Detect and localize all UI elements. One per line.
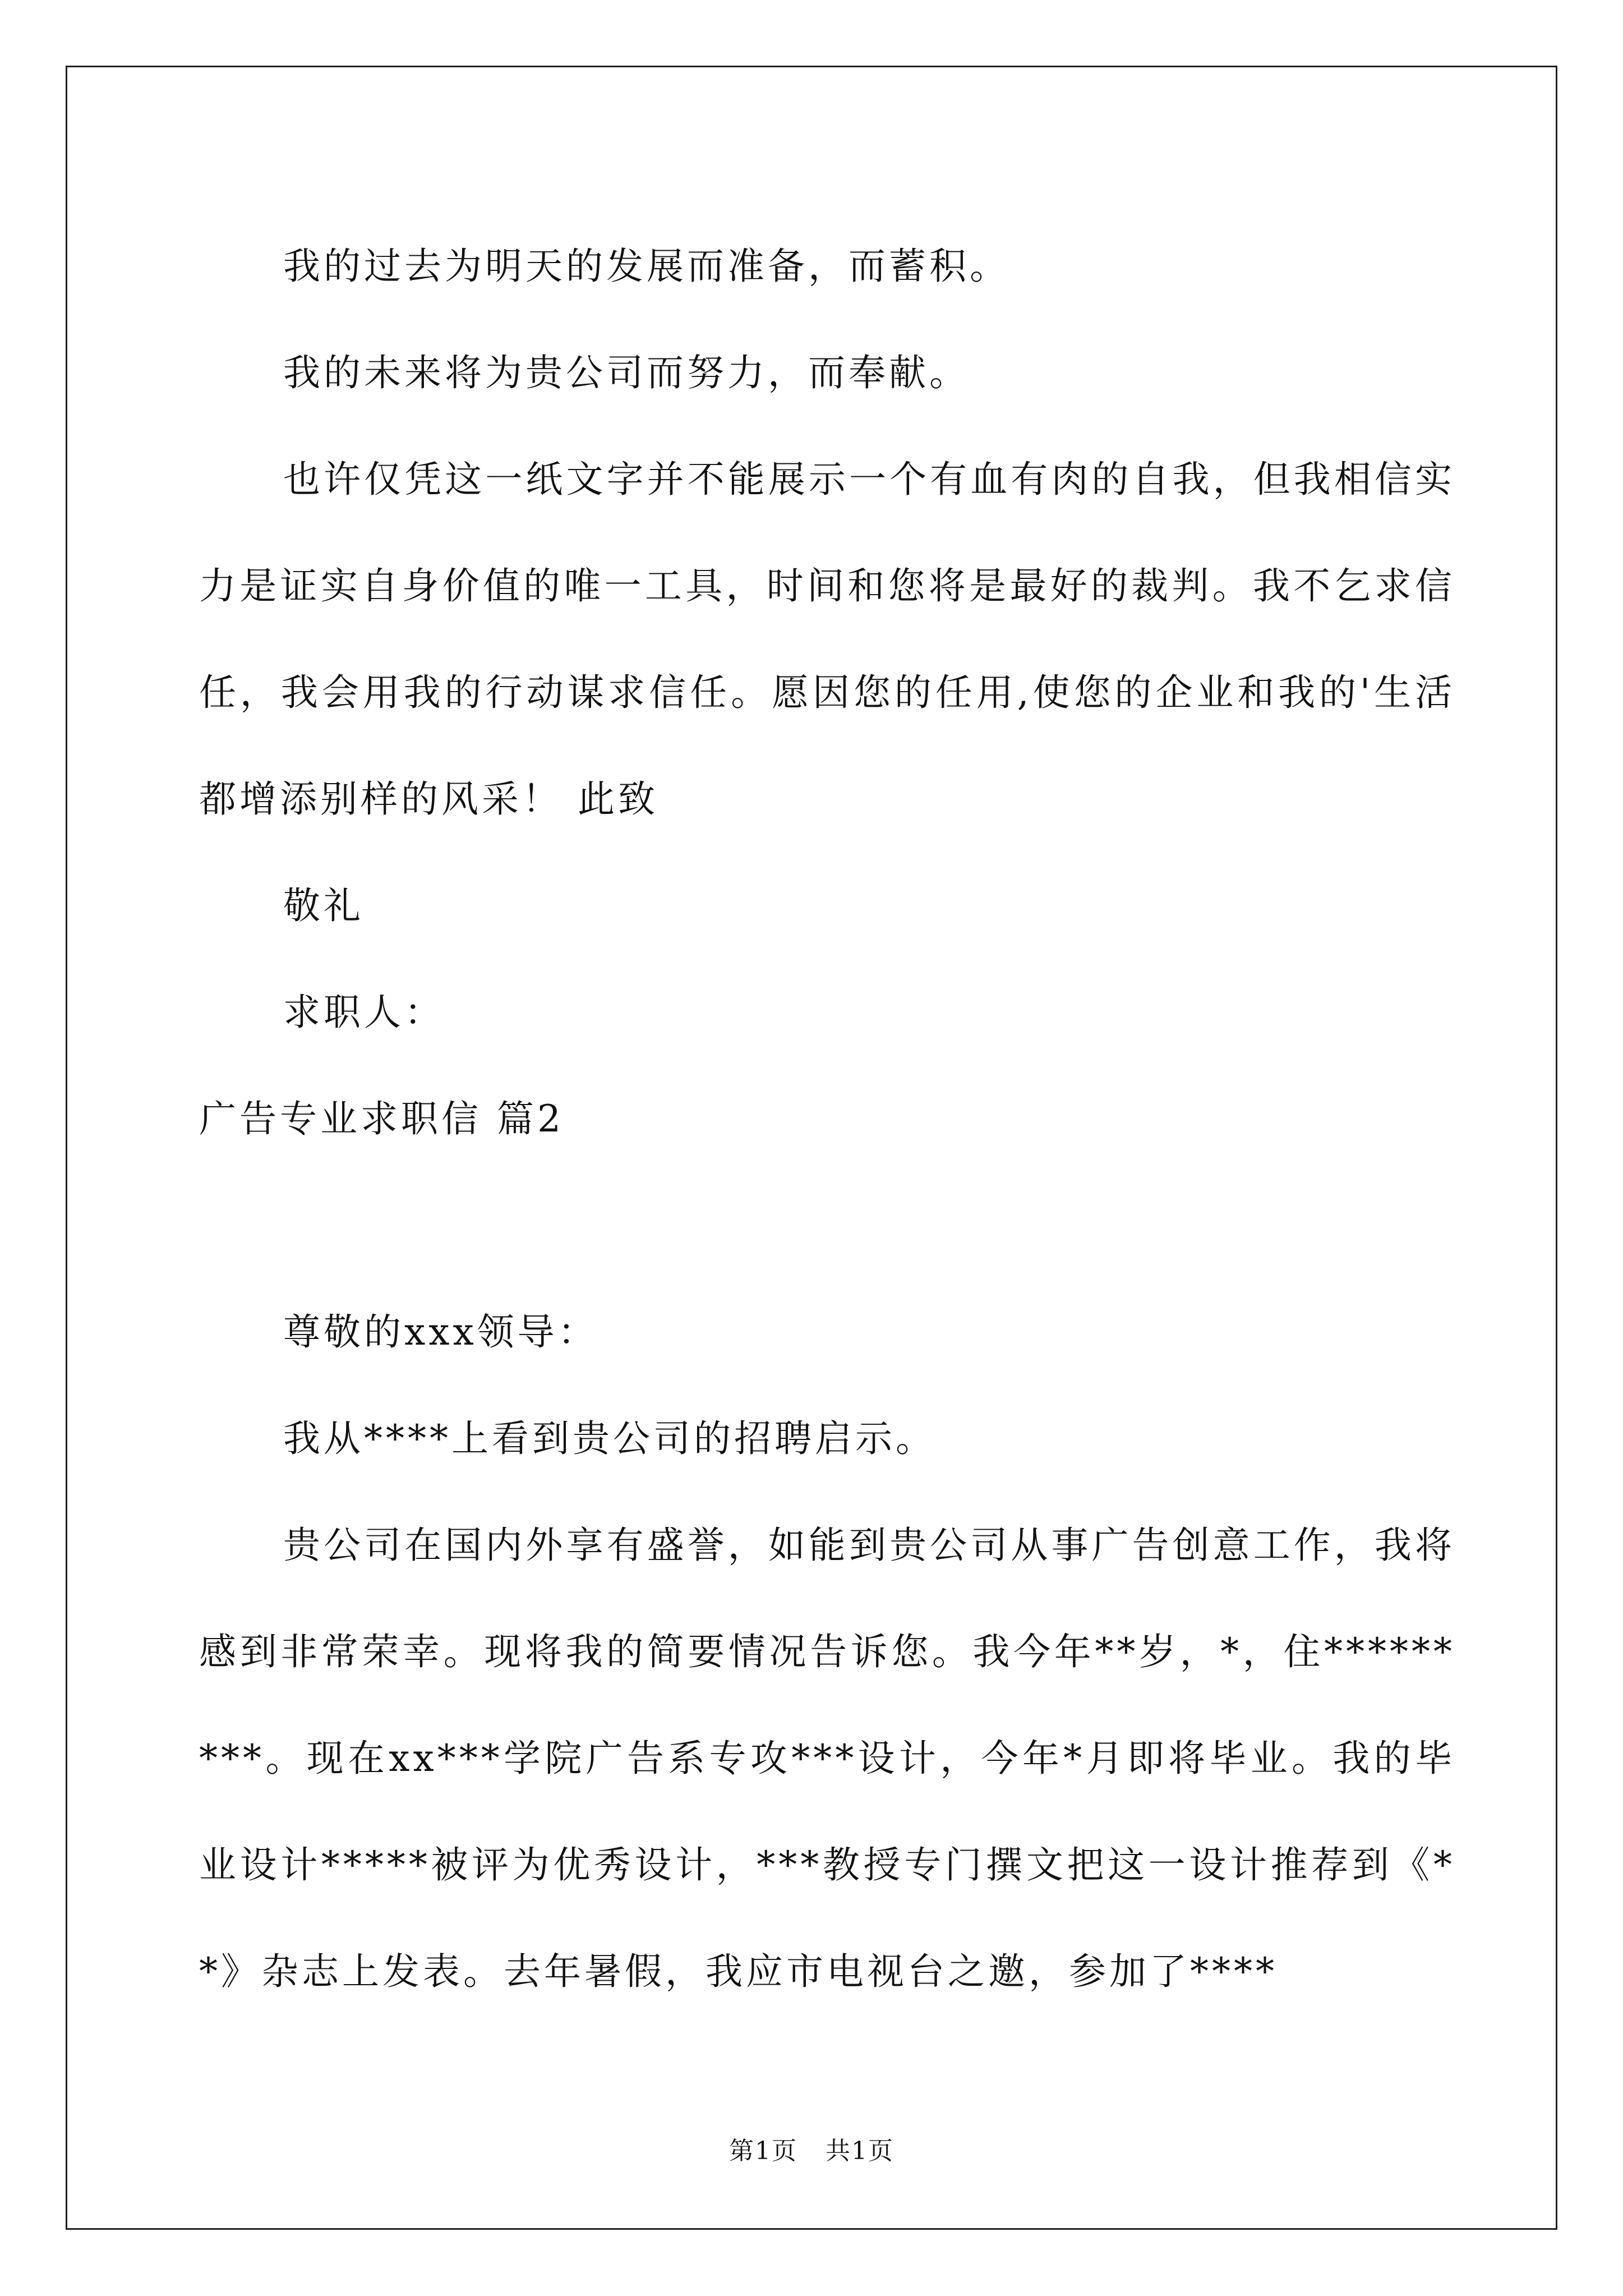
paragraph: 贵公司在国内外享有盛誉，如能到贵公司从事广告创意工作，我将感到非常荣幸。现将我的简要情况告诉您。我今年**岁，*，住*********。现在xx***学院广告系专攻***设计，今年*月即将毕业。我的毕业设计*****被评为优秀设计，***教授专门撰文把这一设计推荐到《**》杂志上发表。去年暑假，我应市电视台之邀，参加了**** xyxy=(199,1524,1455,1993)
document-body xyxy=(199,213,1455,2025)
signature-line: 求职人： xyxy=(283,991,445,1034)
paragraph: 我从****上看到贵公司的招聘启示。 xyxy=(283,1417,936,1460)
page-footer xyxy=(0,2134,1623,2168)
paragraph: 也许仅凭这一纸文字并不能展示一个有血有肉的自我，但我相信实力是证实自身价值的唯一工具，时间和您将是最好的裁判。我不乞求信任，我会用我的行动谋求信任。愿因您的任用,使您的企业和我的'生活都增添别样的风采！ 此致 xyxy=(199,458,1455,821)
paragraph: 我的过去为明天的发展而准备，而蓄积。 xyxy=(283,245,1010,288)
spacer xyxy=(199,1172,1455,1279)
closing-salutation: 敬礼 xyxy=(283,884,364,927)
letter-greeting: 尊敬的xxx领导： xyxy=(283,1310,598,1354)
page-total: 共1页 xyxy=(826,2137,894,2165)
paragraph: 我的未来将为贵公司而努力，而奉献。 xyxy=(283,351,970,394)
page-number: 第1页 xyxy=(729,2137,797,2165)
section-heading: 广告专业求职信 篇2 xyxy=(199,1097,564,1140)
